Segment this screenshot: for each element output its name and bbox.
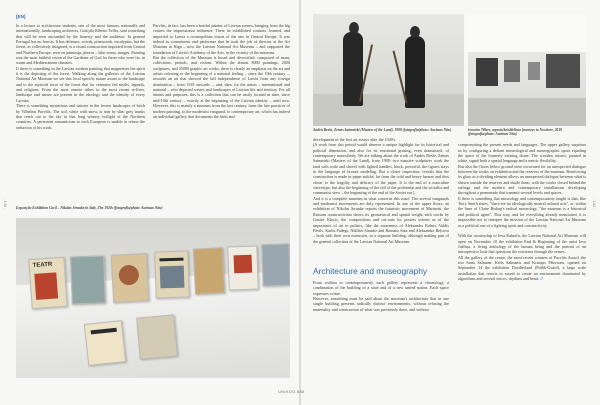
gallery-photo [468, 14, 586, 126]
poster [154, 250, 190, 298]
poster [28, 257, 67, 309]
right-column-1: development of the first art essays after the 1940's. (A work from this period would deserve a unique highlight for its historical and political dimension, and also for its emotional grazing, even dramatized, of contemporary masculinity. We are talking about the work of Andris Breže, Zemes Saimnieki (Masters of the Land), from 1988: two massive sculptures work the land with scale and shovel with lighted handles, black, powerful, the figures stays in the language of bronze modeling. But a closer inspection, reveals that the construction is made in paper mâché, far from the cold and heavy bronze and thus closer to the fragility and delicacy of the paper. It is the end of a masculine stereotype, but also the beginning of the fall of the proletariat and the socialist and communist view – the beginning of the end of the Soviet era.) And it is a complete museum in what concerns this issue. The several vanguards and modernist movements are duly represented. In one of the upper floors, an exhibition of Nikolas Strunke reports the futuristic movement of Marinetti, the Russian constructivism shows its geometrical and spatial weight with works by Gustav Klucis, the compositions and cut-outs for posters inform us of the importance of art in politics, like the awareness of Aleksandrs Kalnis, Valdis Pāvils, Karlis Padegs, Niklāvs Strunke and Romans Suta and Aleksandra Beļcova – both with their own extension, in a separate building, although making part of the general collection of the Latvian National Art Museum. [313, 137, 449, 244]
painting [528, 62, 540, 80]
section-heading: Architecture and museography [313, 266, 428, 276]
sculpture-photo [313, 14, 464, 126]
right-column-2-text: compromising the present needs and languages. The upper gallery surprises us by configuring a defiant museological and museographic space equaling the space of the formerly existing dome. The wooden trusses, painted in white, signal both a spatial language and a metric flexibility. But also the floors below ground were excavated for an unexpected dialogue between the works on exhibition and the reserves of the museum. Reinforcing its glass as a dividing element allows an unexpected dialogue between what is shown outside the reserves and inside them, with the works closed behind the railings and the modern and contemporary installations developing throughout a promenade that transmit several levels and spaces. If there is something that museology and contemporaneity taught is that, like Terry Smith states, "there are no ideologically neutral cultural acts", or, within the lines of Claire Bishop's radical museology, "the museum is a historical and political agent". This way, and for everything already mentioned, it is impossible not to interpret the mission of the Latvian National Art Museum as a political one of a fighting spirit and constructivity. With the curatorship of Ieva Kalnača, the Latvian National Art Museum will open on November 10 the exhibition End & Beginning of the artist Ieva Juščiņa, a living anthology of the human being and the portrait of an introspective look that questions the existence through the senses. All the gallery of the centre, the most recent winners of Purvītis Award, the trio Anna Salmane, Krišs Salmanis and Kristaps Pētersons, opened on September 14 the exhibition Doodlerland (Pullik-Guard), a large scale installation that resorts to sound to create an environment dominated by algorithms and several voices, rhythms and beats. [458, 142, 586, 281]
painting [476, 58, 498, 86]
right-page-number: - 141 - [592, 198, 597, 210]
left-column-2: Purvītis, in fact, has been a fruitful painter of Latvian scenes, bringing from the big centres the impressionist influence. There he established contacts, learned, and imported to Latvia a cosmopolitan vision of the arts in Central Europe. It was indeed as connoisseur and performer that he took the job of director at the Art Museum in Riga – now the Latvian National Art Museum – and supported the foundation of Latvia's Academy of the Arts, in the vicinity of the museum. But the collection of the Museum is broad and diversified, composed of many collections, periods, and visions. Within the almost 8000 paintings, 2000 sculptures, and 35000 graphic art works, there is clearly an emphasis on the art and artists referring to the beginning of a national feeling – since the 19th century –, towards an art that showed the full independence of Latvia from any foreign domination – from 1918 onwards –, and, then, for the artists – international and national – who depicted scenes and landscapes of Latvian life and territory. For all intents and purposes, this is a collection that can be easily located in time, since mid-19th century – exactly at the beginning of the Latvian identity – until now. However, this is mainly a museum from the last century, from the late practices of modern painting, to the modernist vanguard, to contemporary art, which has indeed an individual gallery that documents the birth and [153, 23, 290, 119]
end-mark: // [540, 275, 543, 281]
left-page-number: - 140 - [3, 198, 8, 210]
poster [193, 247, 225, 295]
poster-title: TEATR [32, 261, 53, 270]
gallery-caption: Ieronim Tillers, mposto/keisldelīnos fourneys to Nowhere, 2018 (fotografia/photo: Aurimas Nitu) [468, 128, 562, 137]
poster [111, 253, 149, 303]
language-tag: [EN] [16, 14, 26, 19]
poster [227, 245, 259, 290]
poster-exhibition-photo [16, 218, 290, 378]
folio: UNIKOO 888 [278, 389, 305, 394]
painting [546, 54, 580, 88]
poster [136, 314, 178, 359]
right-column-2 [458, 137, 586, 385]
page-gutter [299, 0, 301, 405]
poster [70, 255, 106, 304]
left-column-1: In a lecture to architecture students, one of the most famous, nationally and internationally, landscaping architects, Gonçalo Ribeiro Telles, said something that will be seen astounded by the honesty and the audience. In general Portugal has no forests. It has defenses, woods, pinewoods, eucalyptus, but the forest, as collectively imagined, is a visual construction imported from Central and Northern Europe, seen on paintings, photos – labo sensu, images. Painting was the most faithful vision of the Gardener of God for those who were far, in warm and Mediterranean climates. If there is something in the Latvian modern painting that magnetises the spirit it is the depicting of the forest. Walking along the galleries of the Latvian National Art Museum we see this local specific nature aware to the landscape and to the mystical force of the forest that for centuries fed myths, legends, and religions. From the most remote tribes to the most recent re-lives, landscape and nature are present in the ideology and the identity of every Latvian. There is something mysterious and sinister in the frozen landscapes of birch by Vilhelms Purvītis. The soil, white with snow, is torn by slim grey trunks that reach out to the sky in that long wintery twilight of the Northern countries. A persistent romanticism in each European is unable to refuse the seduction of his work. [16, 23, 145, 130]
sculpture-caption: Andris Breže, Zemes Saimnieki (Masters of the Land), 1988 (fotografia/photo: Aurimas Nitu) [313, 128, 452, 132]
poster-exhibition-caption: Exposição Exhibition Cacil – Nikolas Strunke in Italy. The 1920s (fotografia/photo: Aurimas Nitu) [16, 206, 163, 210]
poster [84, 320, 126, 366]
right-column-1-continued: From realism to contemporaneity, each gallery represents a chronology, a combination of the building of a state and of a new united nation. Each space expresses a time. However, something must be said about the museum's architecture that in one single building presents radically distinct environments, without refusing the materiality and construction of what was previously there, and without [313, 280, 449, 312]
poster [261, 244, 290, 287]
sculpture-figure [405, 36, 425, 108]
painting [504, 60, 520, 82]
